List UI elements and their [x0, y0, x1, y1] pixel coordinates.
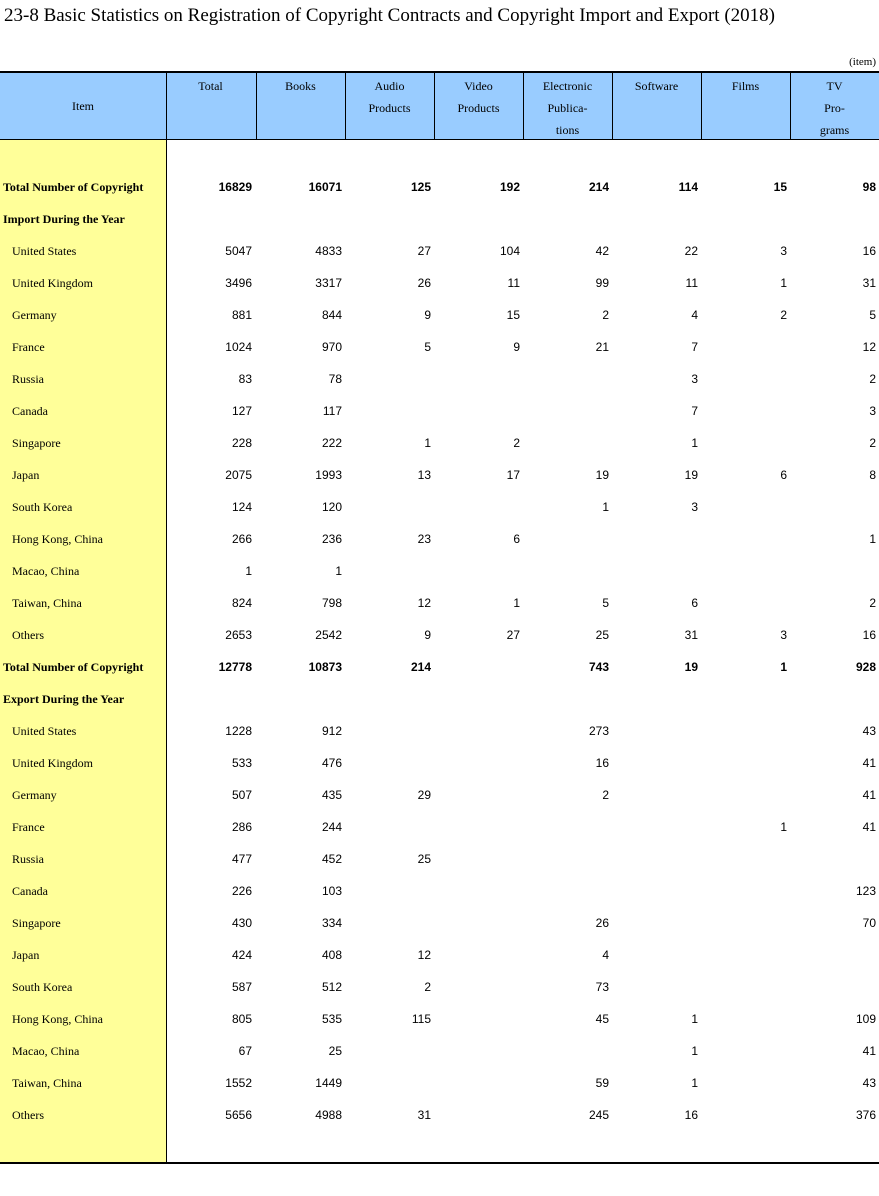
header-cell-line: Electronic — [542, 79, 593, 93]
table-cell: 236 — [321, 532, 342, 546]
table-cell: 25 — [328, 1044, 342, 1058]
row-label: Canada — [12, 884, 48, 898]
table-row — [0, 395, 879, 427]
table-cell: 512 — [321, 980, 342, 994]
table-row — [0, 907, 879, 939]
table-cell: 12 — [417, 948, 431, 962]
row-label: Germany — [12, 788, 57, 802]
table-cell: 19 — [684, 660, 698, 674]
table-cell: 2075 — [225, 468, 252, 482]
table-cell: 2 — [780, 308, 787, 322]
row-label: South Korea — [12, 980, 73, 994]
table-cell: 4988 — [315, 1108, 342, 1122]
header-cell — [523, 72, 612, 140]
table-cell: 3 — [780, 628, 787, 642]
table-cell: 41 — [862, 1044, 876, 1058]
table-cell: 226 — [231, 884, 252, 898]
row-label: Russia — [12, 852, 45, 866]
table-row — [0, 747, 879, 779]
table-cell: 928 — [855, 660, 876, 674]
table-row — [0, 1067, 879, 1099]
table-cell: 4 — [602, 948, 609, 962]
table-cell: 45 — [595, 1012, 609, 1026]
table-row — [0, 331, 879, 363]
row-label: Canada — [12, 404, 48, 418]
table-cell: 16829 — [218, 180, 252, 194]
table-cell: 533 — [231, 756, 252, 770]
table-row — [0, 363, 879, 395]
table-row — [0, 459, 879, 491]
table-cell: 123 — [855, 884, 876, 898]
table-cell: 3 — [691, 500, 698, 514]
table-row — [0, 875, 879, 907]
row-label: Macao, China — [12, 1044, 80, 1058]
row-label: Taiwan, China — [12, 596, 82, 610]
table-cell: 83 — [238, 372, 252, 386]
table-cell: 424 — [231, 948, 252, 962]
header-cell-line: Films — [731, 79, 760, 93]
table-cell: 477 — [231, 852, 252, 866]
table-cell: 15 — [506, 308, 520, 322]
header-cell-line: Products — [457, 101, 500, 115]
table-cell: 15 — [773, 180, 787, 194]
row-label: United States — [12, 244, 77, 258]
table-cell: 17 — [506, 468, 520, 482]
table-cell: 286 — [231, 820, 252, 834]
table-cell: 31 — [862, 276, 876, 290]
table-cell: 9 — [424, 308, 431, 322]
table-row — [0, 1003, 879, 1035]
table-cell: 73 — [595, 980, 609, 994]
row-label: Export During the Year — [3, 692, 125, 706]
table-cell: 41 — [862, 820, 876, 834]
table-cell: 5 — [869, 308, 876, 322]
page-title: 23-8 Basic Statistics on Registration of Copyright Contracts and Copyright Import and Export (2018) — [4, 5, 775, 26]
table-row — [0, 811, 879, 843]
header-cell-line: Audio — [374, 79, 405, 93]
table-cell: 104 — [499, 244, 520, 258]
header-cell — [256, 72, 345, 140]
column-rule — [790, 72, 791, 140]
table-cell: 11 — [685, 276, 698, 290]
table-row — [0, 843, 879, 875]
table-cell: 1 — [335, 564, 342, 578]
table-cell: 2 — [513, 436, 520, 450]
table-cell: 334 — [321, 916, 342, 930]
table-cell: 192 — [499, 180, 520, 194]
table-cell: 2 — [869, 436, 876, 450]
table-row — [0, 779, 879, 811]
row-label: Hong Kong, China — [12, 1012, 103, 1026]
row-label: South Korea — [12, 500, 73, 514]
table-cell: 214 — [588, 180, 609, 194]
table-cell: 16 — [684, 1108, 698, 1122]
table-cell: 103 — [321, 884, 342, 898]
table-cell: 1024 — [225, 340, 252, 354]
table-cell: 798 — [321, 596, 342, 610]
table-cell: 4 — [691, 308, 698, 322]
table-cell: 970 — [321, 340, 342, 354]
table-cell: 3 — [691, 372, 698, 386]
table-cell: 1 — [513, 596, 520, 610]
header-cell — [345, 72, 434, 140]
header-cell — [701, 72, 790, 140]
row-label: Total Number of Copyright — [3, 660, 144, 674]
header-cell — [612, 72, 701, 140]
table-cell: 3317 — [315, 276, 342, 290]
row-label: Singapore — [12, 916, 61, 930]
table-cell: 23 — [417, 532, 431, 546]
header-cell-line: Products — [368, 101, 411, 115]
table-cell: 376 — [855, 1108, 876, 1122]
table-cell: 120 — [321, 500, 342, 514]
table-cell: 31 — [684, 628, 698, 642]
table-cell: 5 — [424, 340, 431, 354]
column-rule — [256, 72, 257, 140]
table-row — [0, 619, 879, 651]
table-cell: 1 — [691, 1044, 698, 1058]
table-cell: 587 — [231, 980, 252, 994]
header-cell-line: Books — [285, 79, 316, 93]
header-cell-line: Publica- — [547, 101, 588, 115]
table-cell: 41 — [862, 756, 876, 770]
row-label: Singapore — [12, 436, 61, 450]
table-cell: 1228 — [225, 724, 252, 738]
table-cell: 16 — [595, 756, 609, 770]
table-cell: 26 — [595, 916, 609, 930]
header-item: Item — [72, 98, 94, 113]
header-cell-line: Total — [198, 79, 223, 93]
header-cell-line: TV — [826, 79, 843, 93]
table-cell: 1993 — [315, 468, 342, 482]
table-cell: 6 — [780, 468, 787, 482]
table-cell: 125 — [410, 180, 431, 194]
table-cell: 115 — [411, 1012, 431, 1026]
table-cell: 214 — [410, 660, 431, 674]
table-cell: 124 — [231, 500, 252, 514]
table-cell: 476 — [321, 756, 342, 770]
table-cell: 31 — [417, 1108, 431, 1122]
table-cell: 9 — [424, 628, 431, 642]
table-row — [0, 427, 879, 459]
table-cell: 743 — [588, 660, 609, 674]
table-cell: 535 — [321, 1012, 342, 1026]
table-cell: 127 — [231, 404, 252, 418]
table-cell: 824 — [231, 596, 252, 610]
header-cell — [166, 72, 255, 140]
table-cell: 7 — [691, 404, 698, 418]
table-row — [0, 651, 879, 683]
table-row — [0, 1099, 879, 1131]
table-cell: 2 — [424, 980, 431, 994]
table-cell: 2 — [602, 308, 609, 322]
table-cell: 430 — [231, 916, 252, 930]
table-cell: 99 — [595, 276, 609, 290]
table-cell: 19 — [684, 468, 698, 482]
table-cell: 5656 — [225, 1108, 252, 1122]
column-rule — [612, 72, 613, 140]
row-label: Macao, China — [12, 564, 80, 578]
column-rule — [523, 72, 524, 140]
table-cell: 70 — [862, 916, 876, 930]
table-cell: 228 — [231, 436, 252, 450]
table-cell: 1 — [780, 820, 787, 834]
table-cell: 19 — [595, 468, 609, 482]
table-cell: 2 — [602, 788, 609, 802]
table-cell: 1 — [869, 532, 876, 546]
header-cell — [434, 72, 523, 140]
table-row — [0, 1035, 879, 1067]
table-row — [0, 555, 879, 587]
table-cell: 244 — [321, 820, 342, 834]
table-row — [0, 171, 879, 203]
table-row — [0, 491, 879, 523]
table-cell: 2542 — [315, 628, 342, 642]
table-cell: 1 — [691, 1012, 698, 1026]
header-cell-line: Video — [464, 79, 493, 93]
table-cell: 16071 — [308, 180, 342, 194]
table-cell: 10873 — [308, 660, 342, 674]
table-cell: 3496 — [225, 276, 252, 290]
table-cell: 452 — [321, 852, 342, 866]
row-label: United Kingdom — [12, 756, 93, 770]
header-cell — [790, 72, 879, 140]
table-cell: 1 — [780, 660, 787, 674]
table-cell: 222 — [321, 436, 342, 450]
row-label: Others — [12, 628, 44, 642]
table-cell: 43 — [862, 1076, 876, 1090]
table-cell: 98 — [862, 180, 876, 194]
table-cell: 9 — [513, 340, 520, 354]
table-cell: 13 — [417, 468, 431, 482]
table-row — [0, 299, 879, 331]
row-label: Japan — [12, 468, 40, 482]
table-cell: 6 — [691, 596, 698, 610]
table-cell: 273 — [588, 724, 609, 738]
column-rule — [345, 72, 346, 140]
table-cell: 1449 — [315, 1076, 342, 1090]
table-cell: 22 — [684, 244, 698, 258]
table-cell: 1552 — [225, 1076, 252, 1090]
table-cell: 27 — [506, 628, 520, 642]
table-cell: 1 — [424, 436, 431, 450]
table-cell: 2 — [869, 596, 876, 610]
header-cell-line: Pro- — [824, 101, 845, 115]
table-cell: 27 — [417, 244, 431, 258]
table-cell: 805 — [231, 1012, 252, 1026]
table-row — [0, 971, 879, 1003]
table-cell: 16 — [862, 628, 876, 642]
column-rule — [434, 72, 435, 140]
table-cell: 78 — [328, 372, 342, 386]
table-cell: 1 — [691, 1076, 698, 1090]
table-cell: 109 — [855, 1012, 876, 1026]
table-cell: 26 — [417, 276, 431, 290]
table-row — [0, 587, 879, 619]
table-cell: 266 — [231, 532, 252, 546]
table-cell: 4833 — [315, 244, 342, 258]
table-cell: 435 — [321, 788, 342, 802]
table-cell: 7 — [691, 340, 698, 354]
table-cell: 1 — [780, 276, 787, 290]
table-cell: 844 — [321, 308, 342, 322]
table-row — [0, 715, 879, 747]
header-cell-line: tions — [555, 123, 580, 137]
row-label: Russia — [12, 372, 45, 386]
row-label: Japan — [12, 948, 40, 962]
table-cell: 507 — [231, 788, 252, 802]
row-label: Taiwan, China — [12, 1076, 82, 1090]
row-label: United States — [12, 724, 77, 738]
unit-label: (item) — [849, 56, 876, 68]
row-label: Germany — [12, 308, 57, 322]
table-cell: 67 — [238, 1044, 252, 1058]
table-cell: 3 — [780, 244, 787, 258]
column-rule — [701, 72, 702, 140]
table-cell: 408 — [321, 948, 342, 962]
table-cell: 42 — [595, 244, 609, 258]
table-row — [0, 939, 879, 971]
table-cell: 117 — [322, 404, 342, 418]
table-cell: 11 — [507, 276, 520, 290]
table-row — [0, 267, 879, 299]
table-cell: 25 — [417, 852, 431, 866]
row-label: United Kingdom — [12, 276, 93, 290]
table-cell: 21 — [595, 340, 609, 354]
table-cell: 12778 — [218, 660, 252, 674]
table-cell: 114 — [678, 180, 698, 194]
table-cell: 5047 — [225, 244, 252, 258]
table-cell: 29 — [417, 788, 431, 802]
table-cell: 5 — [602, 596, 609, 610]
table-cell: 6 — [513, 532, 520, 546]
table-bottom-rule — [0, 1162, 879, 1164]
header-cell-line: Software — [634, 79, 679, 93]
table-cell: 12 — [417, 596, 431, 610]
row-label: Hong Kong, China — [12, 532, 103, 546]
table-cell: 12 — [862, 340, 876, 354]
table-row — [0, 523, 879, 555]
header-cell-line: grams — [819, 123, 850, 137]
table-cell: 2653 — [225, 628, 252, 642]
table-cell: 41 — [862, 788, 876, 802]
table-cell: 16 — [862, 244, 876, 258]
table-cell: 1 — [602, 500, 609, 514]
table-cell: 912 — [321, 724, 342, 738]
row-label: Import During the Year — [3, 212, 125, 226]
table-cell: 8 — [869, 468, 876, 482]
row-label: France — [12, 820, 45, 834]
table-row — [0, 235, 879, 267]
table-row — [0, 203, 879, 235]
row-label: France — [12, 340, 45, 354]
table-row — [0, 683, 879, 715]
table-cell: 881 — [231, 308, 252, 322]
table-cell: 25 — [595, 628, 609, 642]
table-cell: 245 — [588, 1108, 609, 1122]
table-cell: 1 — [245, 564, 252, 578]
row-label: Others — [12, 1108, 44, 1122]
table-cell: 1 — [691, 436, 698, 450]
table-cell: 59 — [595, 1076, 609, 1090]
table-cell: 43 — [862, 724, 876, 738]
table-cell: 3 — [869, 404, 876, 418]
row-label: Total Number of Copyright — [3, 180, 144, 194]
table-cell: 2 — [869, 372, 876, 386]
